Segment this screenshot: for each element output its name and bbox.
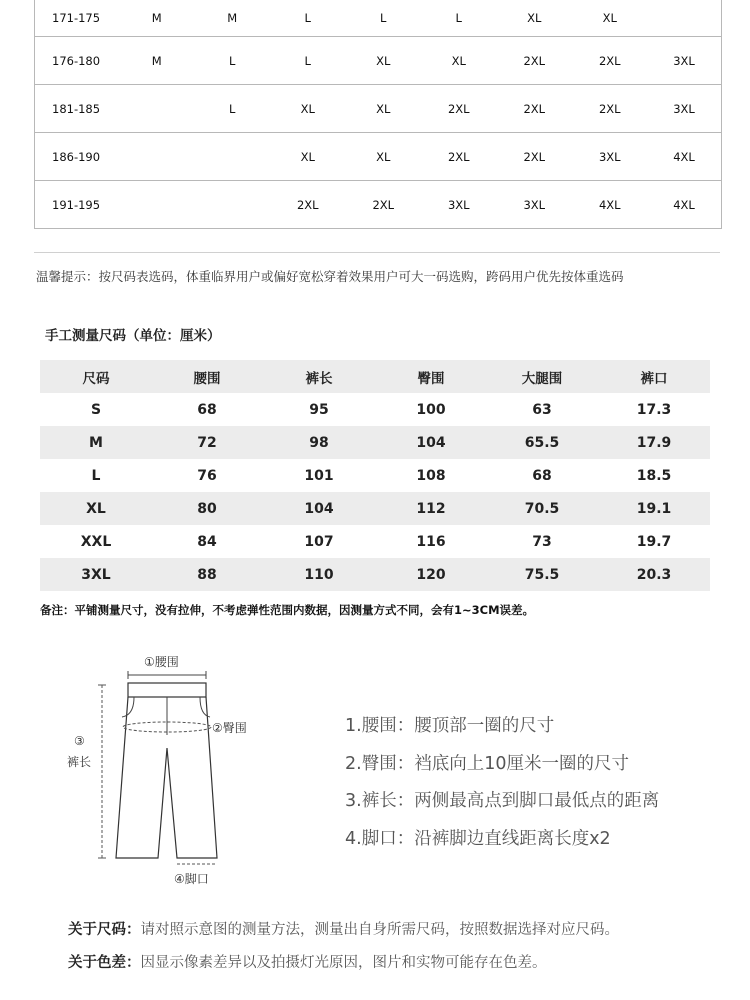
measurement-definitions [345,712,659,862]
thigh-cell: 70.5 [524,500,560,517]
definition-item: 3.裤长：两侧最高点到脚口最低点的距离 [345,791,660,811]
length-cell: 104 [304,500,334,517]
size-cell: 2XL [447,149,470,164]
size-recommendation-table [34,0,722,229]
table-header-row [40,360,710,393]
size-cell: M [151,10,162,25]
size-cell: XL [527,10,542,25]
size-cell: L [455,10,462,25]
size-cell: L [304,53,311,68]
waist-cell: 68 [197,401,217,418]
about-color [68,951,547,972]
size-cell: M [227,10,238,25]
about-size [68,918,619,939]
height-range: 176-180 [52,53,101,68]
size-cell: M [151,53,162,68]
waist-cell: 76 [197,467,217,484]
hip-label: ②臀围 [212,721,247,735]
size-cell: L [229,53,236,68]
hem-label: ④脚口 [174,872,209,886]
hip-cell: 120 [416,566,446,583]
size-cell: XXL [80,533,112,550]
size-cell: 3XL [598,149,621,164]
length-label: 裤长 [67,755,92,769]
size-cell: 3XL [523,197,546,212]
length-cell: 107 [304,533,334,550]
size-cell: XL [376,149,391,164]
column-header: 尺码 [82,370,110,387]
waist-cell: 72 [197,434,217,451]
size-cell: 4XL [673,149,695,164]
size-cell: 4XL [673,197,695,212]
measurement-title: 手工测量尺码（单位：厘米） [45,328,221,344]
hip-cell: 116 [416,533,446,550]
height-range: 186-190 [52,149,101,164]
waist-cell: 88 [197,566,217,583]
size-cell: 2XL [523,149,546,164]
thigh-cell: 75.5 [524,566,560,583]
thigh-cell: 68 [532,467,552,484]
column-header: 裤长 [305,370,333,387]
size-cell: XL [86,500,106,517]
size-cell: M [89,434,103,451]
size-cell: 2XL [447,101,470,116]
thigh-cell: 65.5 [524,434,560,451]
column-header: 裤口 [640,370,668,387]
table-row [35,180,721,228]
about-size-title: 关于尺码： [68,922,141,938]
table-row [35,36,721,84]
waist-cell: 80 [197,500,217,517]
size-cell: L [380,10,387,25]
table-row [40,426,710,459]
thigh-cell: 63 [532,401,552,418]
table-row [40,459,710,492]
waist-cell: 84 [197,533,217,550]
height-range: 191-195 [52,197,101,212]
table-row [40,393,710,426]
waist-label: ①腰围 [144,655,179,669]
table-row [40,492,710,525]
hem-cell: 17.9 [636,434,672,451]
hem-cell: 19.7 [636,533,672,550]
height-range: 171-175 [52,10,101,25]
column-header: 腰围 [193,370,221,387]
hem-cell: 17.3 [636,401,672,418]
hip-cell: 108 [416,467,446,484]
size-cell: 2XL [372,197,395,212]
size-cell: S [90,401,102,418]
table-row [40,558,710,591]
definition-item: 4.脚口：沿裤脚边直线距离长度x2 [345,828,611,849]
size-tip: 温馨提示：按尺码表选码，体重临界用户或偏好宽松穿着效果用户可大一码选购，跨码用户优先按体重选码 [36,269,624,284]
size-cell: 2XL [523,101,546,116]
hem-cell: 19.1 [636,500,672,517]
size-cell: 2XL [296,197,319,212]
size-cell: 3XL [673,53,695,68]
size-cell: XL [300,101,315,116]
about-color-text: 因显示像素差异以及拍摄灯光原因，图片和实物可能存在色差。 [140,955,547,971]
definition-item: 1.腰围：腰顶部一圈的尺寸 [345,716,555,736]
size-cell: XL [376,53,391,68]
length-cell: 98 [309,434,329,451]
hip-cell: 100 [416,401,446,418]
size-cell: 2XL [598,101,621,116]
divider [34,252,720,253]
table-row [40,525,710,558]
thigh-cell: 73 [532,533,552,550]
size-cell: 4XL [598,197,621,212]
table-row [35,0,721,36]
length-cell: 101 [304,467,334,484]
size-cell: 3XL [673,101,695,116]
hip-cell: 104 [416,434,446,451]
size-cell: 3XL [447,197,470,212]
column-header: 大腿围 [521,370,563,387]
size-cell: 2XL [598,53,621,68]
about-color-title: 关于色差： [68,955,141,971]
table-row [35,84,721,132]
size-cell: XL [602,10,617,25]
size-cell: XL [300,149,315,164]
measurement-note: 备注：平铺测量尺寸，没有拉伸，不考虑弹性范围内数据，因测量方式不同，会有1~3CM误差。 [40,603,535,617]
height-range: 181-185 [52,101,101,116]
length-number: ③ [74,734,85,748]
size-cell: XL [451,53,466,68]
column-header: 臀围 [417,370,445,387]
size-cell: L [229,101,236,116]
pants-outline-icon [60,645,280,895]
measurement-table [40,360,710,591]
size-cell: XL [376,101,391,116]
length-cell: 95 [309,401,329,418]
pants-measurement-diagram [60,645,280,895]
table-row [35,132,721,180]
definition-item: 2.臀围：裆底向上10厘米一圈的尺寸 [345,753,629,774]
hem-cell: 20.3 [636,566,672,583]
size-cell: L [304,10,311,25]
hem-cell: 18.5 [636,467,672,484]
size-cell: 2XL [523,53,546,68]
hip-cell: 112 [416,500,446,517]
size-cell: L [91,467,101,484]
length-cell: 110 [304,566,334,583]
size-cell: 3XL [81,566,111,583]
about-size-text: 请对照示意图的测量方法，测量出自身所需尺码，按照数据选择对应尺码。 [140,922,619,938]
